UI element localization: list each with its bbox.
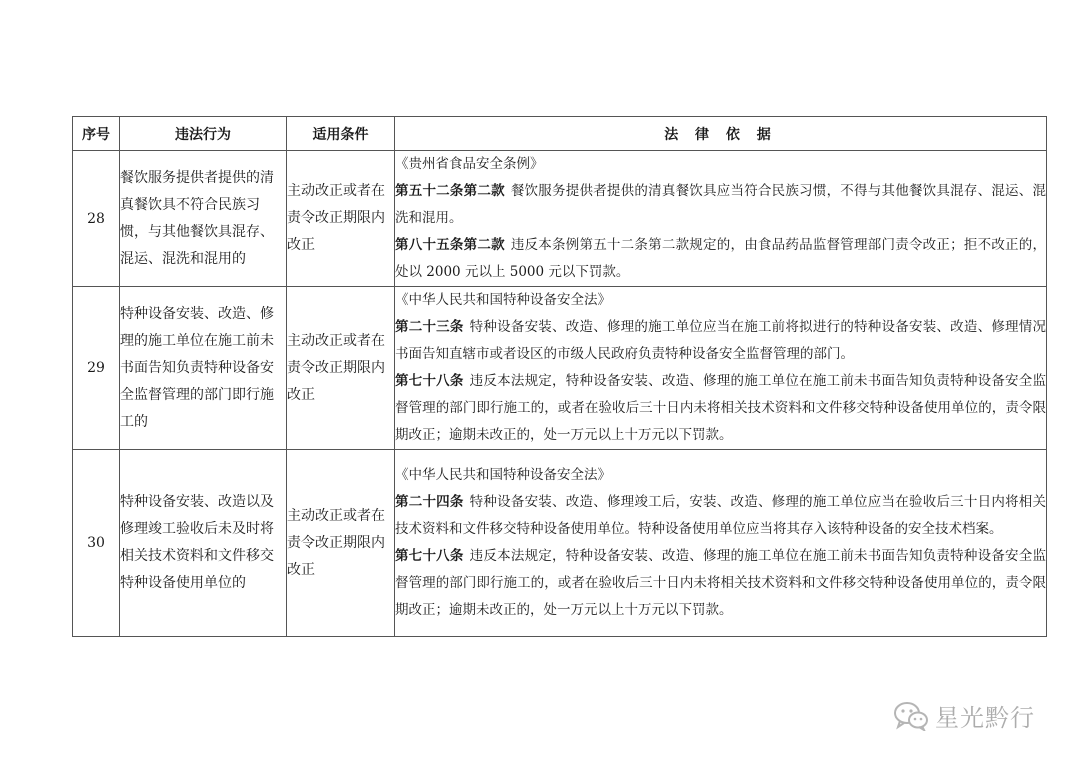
watermark-text: 星光黔行 [935, 704, 1035, 732]
header-act: 违法行为 [120, 117, 287, 151]
violation-act: 餐饮服务提供者提供的清真餐饮具不符合民族习惯，与其他餐饮具混存、混运、混洗和混用的 [120, 151, 287, 287]
applicable-condition: 主动改正或者在责令改正期限内改正 [287, 450, 395, 637]
legal-basis [395, 450, 1047, 637]
header-basis-label: 法 律 依 据 [664, 126, 777, 143]
article-label: 第二十四条 [395, 494, 464, 510]
applicable-condition: 主动改正或者在责令改正期限内改正 [287, 151, 395, 287]
article-text: 特种设备安装、改造、修理的施工单位应当在施工前将拟进行的特种设备安装、改造、修理情况书面告知直辖市或者设区的市级人民政府负责特种设备安全监督管理的部门。 [395, 319, 1047, 362]
article-label: 第七十八条 [395, 373, 464, 389]
article-label: 第五十二条第二款 [395, 183, 505, 199]
wechat-icon [893, 701, 929, 731]
law-name: 《中华人民共和国特种设备安全法》 [395, 292, 611, 308]
legal-basis [395, 287, 1047, 450]
legal-basis [395, 151, 1047, 287]
article-text: 违反本条例第五十二条第二款规定的，由食品药品监督管理部门责令改正；拒不改正的，处以 2000 元以上 5000 元以下罚款。 [395, 237, 1047, 280]
header-no: 序号 [73, 117, 120, 151]
row-number: 29 [73, 287, 120, 450]
table-row [73, 450, 1047, 637]
applicable-condition: 主动改正或者在责令改正期限内改正 [287, 287, 395, 450]
row-number: 28 [73, 151, 120, 287]
article-paragraph [395, 489, 1046, 543]
table-row [73, 287, 1047, 450]
article-paragraph [395, 543, 1046, 624]
violation-act: 特种设备安装、改造、修理的施工单位在施工前未书面告知负责特种设备安全监督管理的部门即行施工的 [120, 287, 287, 450]
article-label: 第七十八条 [395, 548, 464, 564]
law-table [72, 116, 1047, 637]
article-label: 第二十三条 [395, 319, 464, 335]
table-header-row [73, 117, 1047, 151]
law-name: 《中华人民共和国特种设备安全法》 [395, 467, 611, 483]
article-text: 特种设备安装、改造、修理竣工后，安装、改造、修理的施工单位应当在验收后三十日内将相关技术资料和文件移交特种设备使用单位。特种设备使用单位应当将其存入该特种设备的安全技术档案。 [395, 494, 1047, 537]
watermark [893, 698, 1035, 733]
article-paragraph [395, 232, 1046, 286]
header-condition: 适用条件 [287, 117, 395, 151]
header-basis [395, 117, 1047, 151]
violation-act: 特种设备安装、改造以及修理竣工验收后未及时将相关技术资料和文件移交特种设备使用单位的 [120, 450, 287, 637]
law-name: 《贵州省食品安全条例》 [395, 156, 544, 172]
article-paragraph [395, 178, 1046, 232]
article-text: 违反本法规定，特种设备安装、改造、修理的施工单位在施工前未书面告知负责特种设备安全监督管理的部门即行施工的，或者在验收后三十日内未将相关技术资料和文件移交特种设备使用单位的，责令限期改正；逾期未改正的，处一万元以上十万元以下罚款。 [395, 373, 1047, 443]
table-row [73, 151, 1047, 287]
article-text: 餐饮服务提供者提供的清真餐饮具应当符合民族习惯，不得与其他餐饮具混存、混运、混洗和混用。 [395, 183, 1047, 226]
article-text: 违反本法规定，特种设备安装、改造、修理的施工单位在施工前未书面告知负责特种设备安全监督管理的部门即行施工的，或者在验收后三十日内未将相关技术资料和文件移交特种设备使用单位的，责令限期改正；逾期未改正的，处一万元以上十万元以下罚款。 [395, 548, 1047, 618]
row-number: 30 [73, 450, 120, 637]
article-paragraph [395, 314, 1046, 368]
article-paragraph [395, 368, 1046, 449]
article-label: 第八十五条第二款 [395, 237, 505, 253]
